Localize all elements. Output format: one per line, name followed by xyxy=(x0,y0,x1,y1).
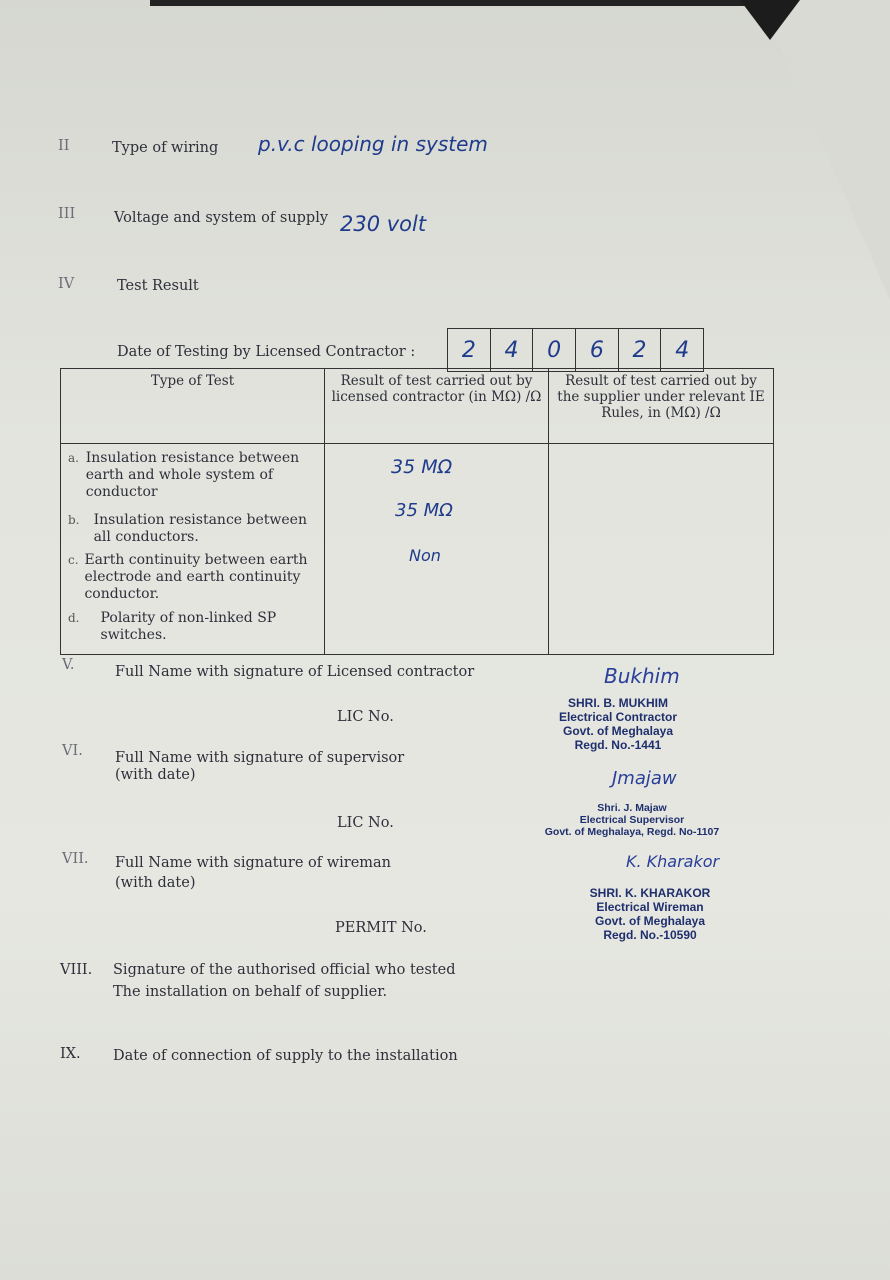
date-digit: 2 xyxy=(448,329,491,371)
row-letter: c. xyxy=(68,553,79,567)
stamp-line: SHRI. K. KHARAKOR xyxy=(589,886,711,900)
test-types-cell xyxy=(61,444,325,655)
result-b: 35 MΩ xyxy=(395,500,453,521)
stamp-line: Govt. of Meghalaya xyxy=(594,914,706,928)
row-test: Earth continuity between earth electrode and earth continuity conductor. xyxy=(84,552,308,602)
section-vi-lic: LIC No. xyxy=(337,815,394,831)
result-c: Non xyxy=(409,546,441,565)
stamp-line: Regd. No.-10590 xyxy=(603,928,697,942)
section-viii-line1: Signature of the authorised official who tested xyxy=(113,962,456,978)
stamp-line: SHRI. B. MUKHIM xyxy=(568,696,668,710)
date-digit: 4 xyxy=(675,337,690,363)
date-of-testing-boxes xyxy=(447,328,704,372)
section-vii-label: Full Name with signature of wireman xyxy=(115,855,392,871)
stamp-line: Govt. of Meghalaya xyxy=(562,724,674,738)
item-ii-value: p.v.c looping in system xyxy=(258,132,488,156)
section-ix-number: IX. xyxy=(60,1046,81,1062)
table-row xyxy=(62,552,323,608)
section-v-lic: LIC No. xyxy=(337,709,394,725)
date-digit: 4 xyxy=(491,329,534,371)
supplier-results-cell xyxy=(549,444,774,655)
wireman-signature: K. Kharakor xyxy=(626,852,720,871)
table-body-row xyxy=(61,444,774,655)
table-row xyxy=(62,610,323,646)
header-supplier-result: Result of test carried out by the supplier under relevant IE Rules, in (MΩ) /Ω xyxy=(549,369,774,444)
row-letter: a. xyxy=(68,451,79,465)
item-iv-label: Test Result xyxy=(117,278,199,294)
result-a: 35 MΩ xyxy=(391,456,453,478)
contractor-signature: Bukhim xyxy=(604,664,680,688)
table-row xyxy=(62,450,323,510)
stamp-line: Electrical Supervisor xyxy=(579,814,685,826)
stamp-line: Govt. of Meghalaya, Regd. No-1107 xyxy=(544,826,720,838)
item-iii-label: Voltage and system of supply xyxy=(114,210,329,226)
row-letter: b. xyxy=(68,513,80,527)
page-top-shadow xyxy=(150,0,770,6)
item-ii-number: II xyxy=(58,138,70,154)
section-vii-permit: PERMIT No. xyxy=(335,920,427,936)
stamp-line: Shri. J. Majaw xyxy=(597,802,667,814)
row-letter: d. xyxy=(68,611,80,625)
table-row xyxy=(62,512,323,550)
section-vii-sub: (with date) xyxy=(115,875,196,891)
test-results-table xyxy=(60,368,774,655)
table-header-row xyxy=(61,369,774,444)
section-v-number: V. xyxy=(62,657,75,673)
row-test: Polarity of non-linked SP switches. xyxy=(100,610,277,643)
stamp-line: Electrical Contractor xyxy=(558,710,678,724)
row-test: Insulation resistance between all conductors. xyxy=(93,512,307,545)
contractor-results-cell xyxy=(325,444,549,655)
item-ii-label: Type of wiring xyxy=(112,140,219,156)
stamp-line: Electrical Wireman xyxy=(596,900,704,914)
section-vi-number: VI. xyxy=(62,743,83,759)
section-viii-line2: The installation on behalf of supplier. xyxy=(113,984,388,1000)
section-viii-number: VIII. xyxy=(60,962,93,978)
section-ix-label: Date of connection of supply to the installation xyxy=(113,1048,458,1064)
item-iii-value: 230 volt xyxy=(340,212,427,236)
date-digit: 2 xyxy=(619,329,662,371)
row-test: Insulation resistance between earth and whole system of conductor xyxy=(85,450,300,500)
item-iv-number: IV xyxy=(58,276,75,292)
section-vi-label: Full Name with signature of supervisor xyxy=(115,750,405,766)
supervisor-signature: Jmajaw xyxy=(612,768,677,789)
header-type-of-test: Type of Test xyxy=(61,369,325,444)
date-digit: 6 xyxy=(576,329,619,371)
section-v-label: Full Name with signature of Licensed contractor xyxy=(115,664,475,680)
wireman-stamp xyxy=(580,886,720,942)
stamp-line: Regd. No.-1441 xyxy=(574,738,662,752)
date-of-testing-label: Date of Testing by Licensed Contractor : xyxy=(117,344,416,360)
contractor-stamp xyxy=(548,696,688,752)
section-vii-number: VII. xyxy=(62,851,89,867)
item-iii-number: III xyxy=(58,206,76,222)
section-vi-sub: (with date) xyxy=(115,767,196,783)
header-contractor-result: Result of test carried out by licensed contractor (in MΩ) /Ω xyxy=(325,369,549,444)
date-digit: 0 xyxy=(533,329,576,371)
supervisor-stamp xyxy=(544,802,720,838)
